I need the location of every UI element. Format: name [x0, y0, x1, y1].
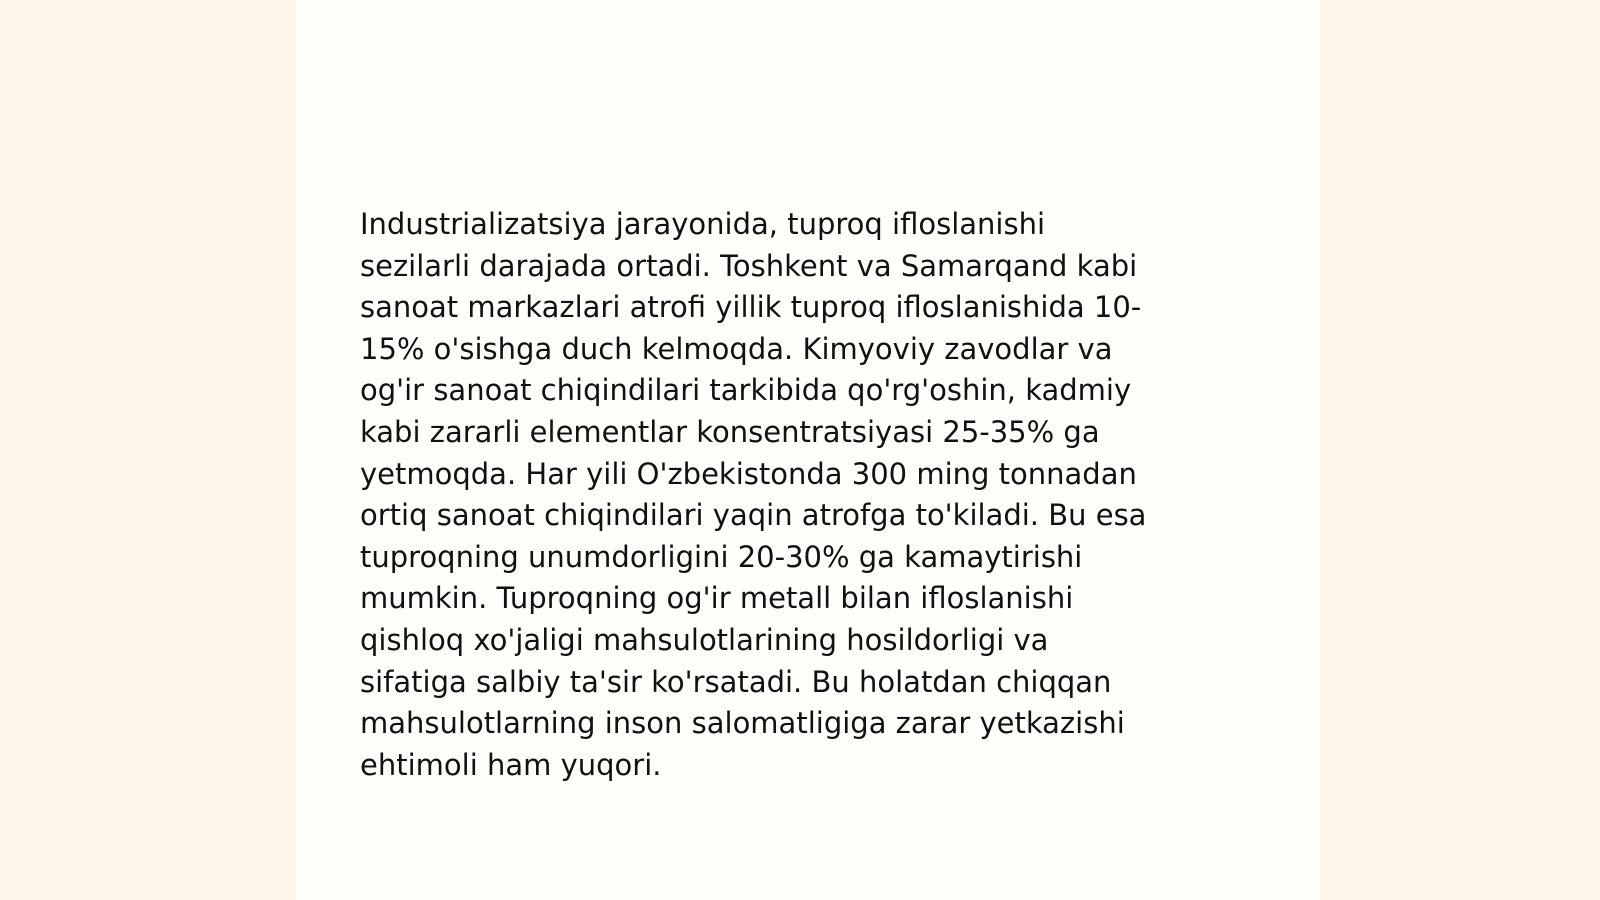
paragraph-line-3: sanoat markazlari atrofi yillik tuproq ifloslanishida 10- — [360, 290, 1142, 325]
paragraph-line-8: ortiq sanoat chiqindilari yaqin atrofga to'kiladi. Bu esa — [360, 498, 1147, 533]
paragraph-line-10: mumkin. Tuproqning og'ir metall bilan ifloslanishi — [360, 581, 1074, 616]
paragraph-line-5: og'ir sanoat chiqindilari tarkibida qo'rg'oshin, kadmiy — [360, 373, 1132, 408]
paragraph-line-1: Industrializatsiya jarayonida, tuproq ifloslanishi — [360, 207, 1046, 241]
document-page — [296, 0, 1320, 900]
paragraph-line-4: 15% o'sishga duch kelmoqda. Kimyoviy zavodlar va — [360, 331, 1113, 366]
paragraph-line-6: kabi zararli elementlar konsentratsiyasi 25-35% ga — [360, 414, 1100, 449]
paragraph-line-2: sezilarli darajada ortadi. Toshkent va Samarqand kabi — [360, 248, 1138, 283]
paragraph-line-12: sifatiga salbiy ta'sir ko'rsatadi. Bu holatdan chiqqan — [360, 664, 1112, 699]
paragraph-line-7: yetmoqda. Har yili O'zbekistonda 300 ming tonnadan — [360, 456, 1137, 491]
paragraph-line-9: tuproqning unumdorligini 20-30% ga kamaytirishi — [360, 539, 1083, 574]
paragraph-line-11: qishloq xo'jaligi mahsulotlarining hosildorligi va — [360, 622, 1049, 657]
paragraph-line-13: mahsulotlarning inson salomatligiga zarar yetkazishi — [360, 706, 1125, 741]
body-paragraph — [360, 204, 1245, 786]
paragraph-line-14: ehtimoli ham yuqori. — [360, 747, 662, 782]
